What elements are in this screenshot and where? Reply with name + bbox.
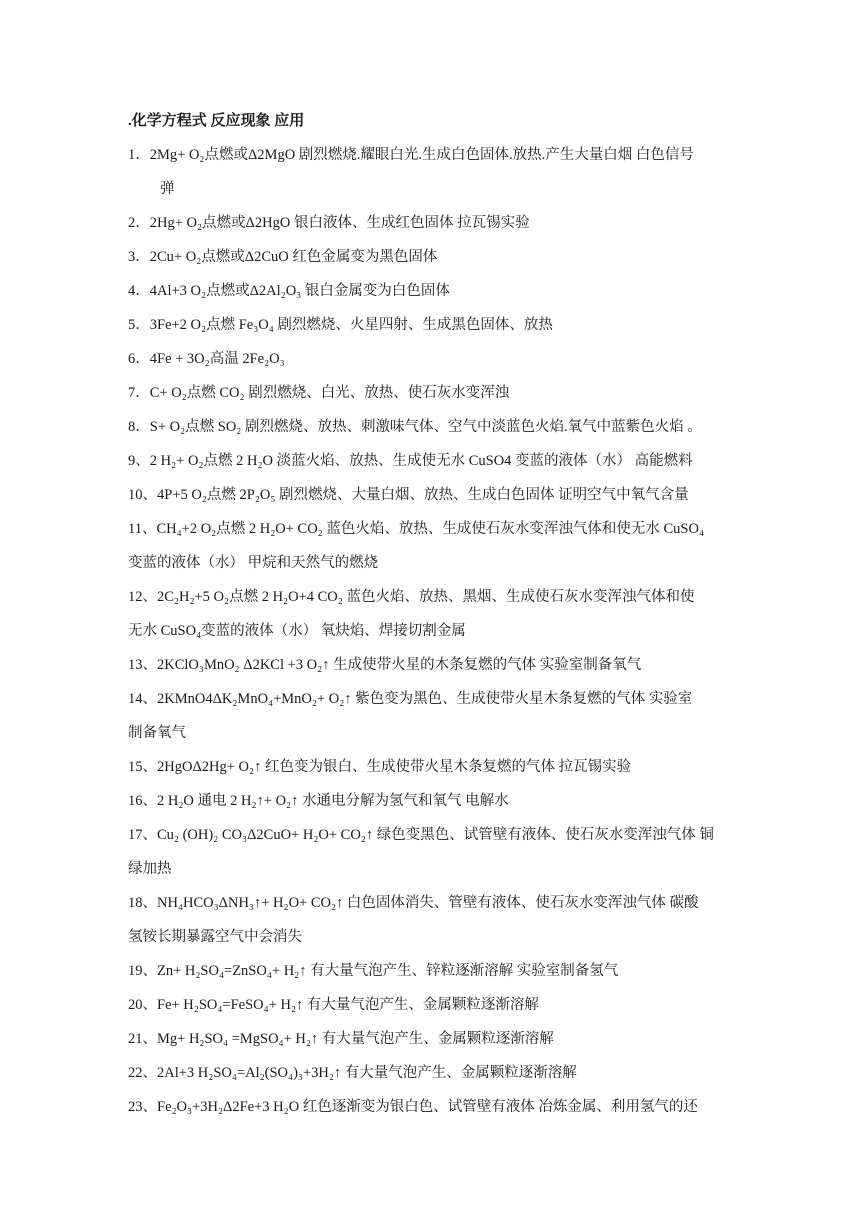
equation-line-22: 22、2Al+3 H₂SO₄=Al₂(SO₄)₃+3H₂↑ 有大量气泡产生、金属颗粒逐渐溶解	[128, 1065, 577, 1081]
equation-line-9: 9、2 H₂+ O₂点燃 2 H₂O 淡蓝火焰、放热、生成使无水 CuSO4 变蓝的液体（水） 高能燃料	[128, 453, 693, 469]
equation-line-2: 2．2Hg+ O₂点燃或Δ2HgO 银白液体、生成红色固体 拉瓦锡实验	[128, 215, 530, 231]
equation-line-8: 8．S+ O₂点燃 SO₂ 剧烈燃烧、放热、刺激味气体、空气中淡蓝色火焰.氧气中蓝紫色火焰 。	[128, 419, 702, 435]
equation-line-20: 20、Fe+ H₂SO₄=FeSO₄+ H₂↑ 有大量气泡产生、金属颗粒逐渐溶解	[128, 997, 539, 1013]
equation-line-14-cont: 制备氧气	[128, 725, 186, 741]
equation-line-13: 13、2KClO₃MnO₂ Δ2KCl +3 O₂↑ 生成使带火星的木条复燃的气体 实验室制备氧气	[128, 657, 642, 673]
equation-line-18: 18、NH₄HCO₃ΔNH₃↑+ H₂O+ CO₂↑ 白色固体消失、管壁有液体、使石灰水变浑浊气体 碳酸	[128, 895, 699, 911]
document-heading: .化学方程式 反应现象 应用	[128, 113, 305, 129]
equation-line-17: 17、Cu₂ (OH)₂ CO₃Δ2CuO+ H₂O+ CO₂↑ 绿色变黑色、试管壁有液体、使石灰水变浑浊气体 铜	[128, 827, 714, 843]
equation-line-17-cont: 绿加热	[128, 861, 172, 877]
equation-line-19: 19、Zn+ H₂SO₄=ZnSO₄+ H₂↑ 有大量气泡产生、锌粒逐渐溶解 实验室制备氢气	[128, 963, 619, 979]
equation-line-3: 3．2Cu+ O₂点燃或Δ2CuO 红色金属变为黑色固体	[128, 249, 438, 265]
equation-line-7: 7．C+ O₂点燃 CO₂ 剧烈燃烧、白光、放热、使石灰水变浑浊	[128, 385, 510, 401]
equation-line-15: 15、2HgOΔ2Hg+ O₂↑ 红色变为银白、生成使带火星木条复燃的气体 拉瓦锡实验	[128, 759, 632, 775]
equation-line-23: 23、Fe₂O₃+3H₂Δ2Fe+3 H₂O 红色逐渐变为银白色、试管壁有液体 冶炼金属、利用氢气的还	[128, 1099, 698, 1115]
equation-line-4: 4．4Al+3 O₂点燃或Δ2Al₂O₃ 银白金属变为白色固体	[128, 283, 450, 299]
equation-line-12-cont: 无水 CuSO₄变蓝的液体（水） 氧炔焰、焊接切割金属	[128, 623, 466, 639]
equation-line-10: 10、4P+5 O₂点燃 2P₂O₅ 剧烈燃烧、大量白烟、放热、生成白色固体 证明空气中氧气含量	[128, 487, 689, 503]
equation-line-1-cont: 弹	[160, 181, 175, 197]
equation-line-6: 6．4Fe + 3O₂高温 2Fe₂O₃	[128, 351, 285, 367]
equation-line-14: 14、2KMnO4ΔK₂MnO₄+MnO₂+ O₂↑ 紫色变为黑色、生成使带火星木条复燃的气体 实验室	[128, 691, 693, 707]
equation-line-12: 12、2C₂H₂+5 O₂点燃 2 H₂O+4 CO₂ 蓝色火焰、放热、黑烟、生成使石灰水变浑浊气体和使	[128, 589, 695, 605]
equation-line-11: 11、CH₄+2 O₂点燃 2 H₂O+ CO₂ 蓝色火焰、放热、生成使石灰水变浑浊气体和使无水 CuSO₄	[128, 521, 704, 537]
equation-line-16: 16、2 H₂O 通电 2 H₂↑+ O₂↑ 水通电分解为氢气和氧气 电解水	[128, 793, 509, 809]
equation-line-11-cont: 变蓝的液体（水） 甲烷和天然气的燃烧	[128, 555, 379, 571]
equation-line-5: 5．3Fe+2 O₂点燃 Fe₃O₄ 剧烈燃烧、火星四射、生成黑色固体、放热	[128, 317, 553, 333]
equation-line-18-cont: 氢铵长期暴露空气中会消失	[128, 929, 302, 945]
equation-line-21: 21、Mg+ H₂SO₄ =MgSO₄+ H₂↑ 有大量气泡产生、金属颗粒逐渐溶解	[128, 1031, 554, 1047]
equation-line-1: 1．2Mg+ O₂点燃或Δ2MgO 剧烈燃烧.耀眼白光.生成白色固体.放热.产生大量白烟 白色信号	[128, 147, 694, 163]
